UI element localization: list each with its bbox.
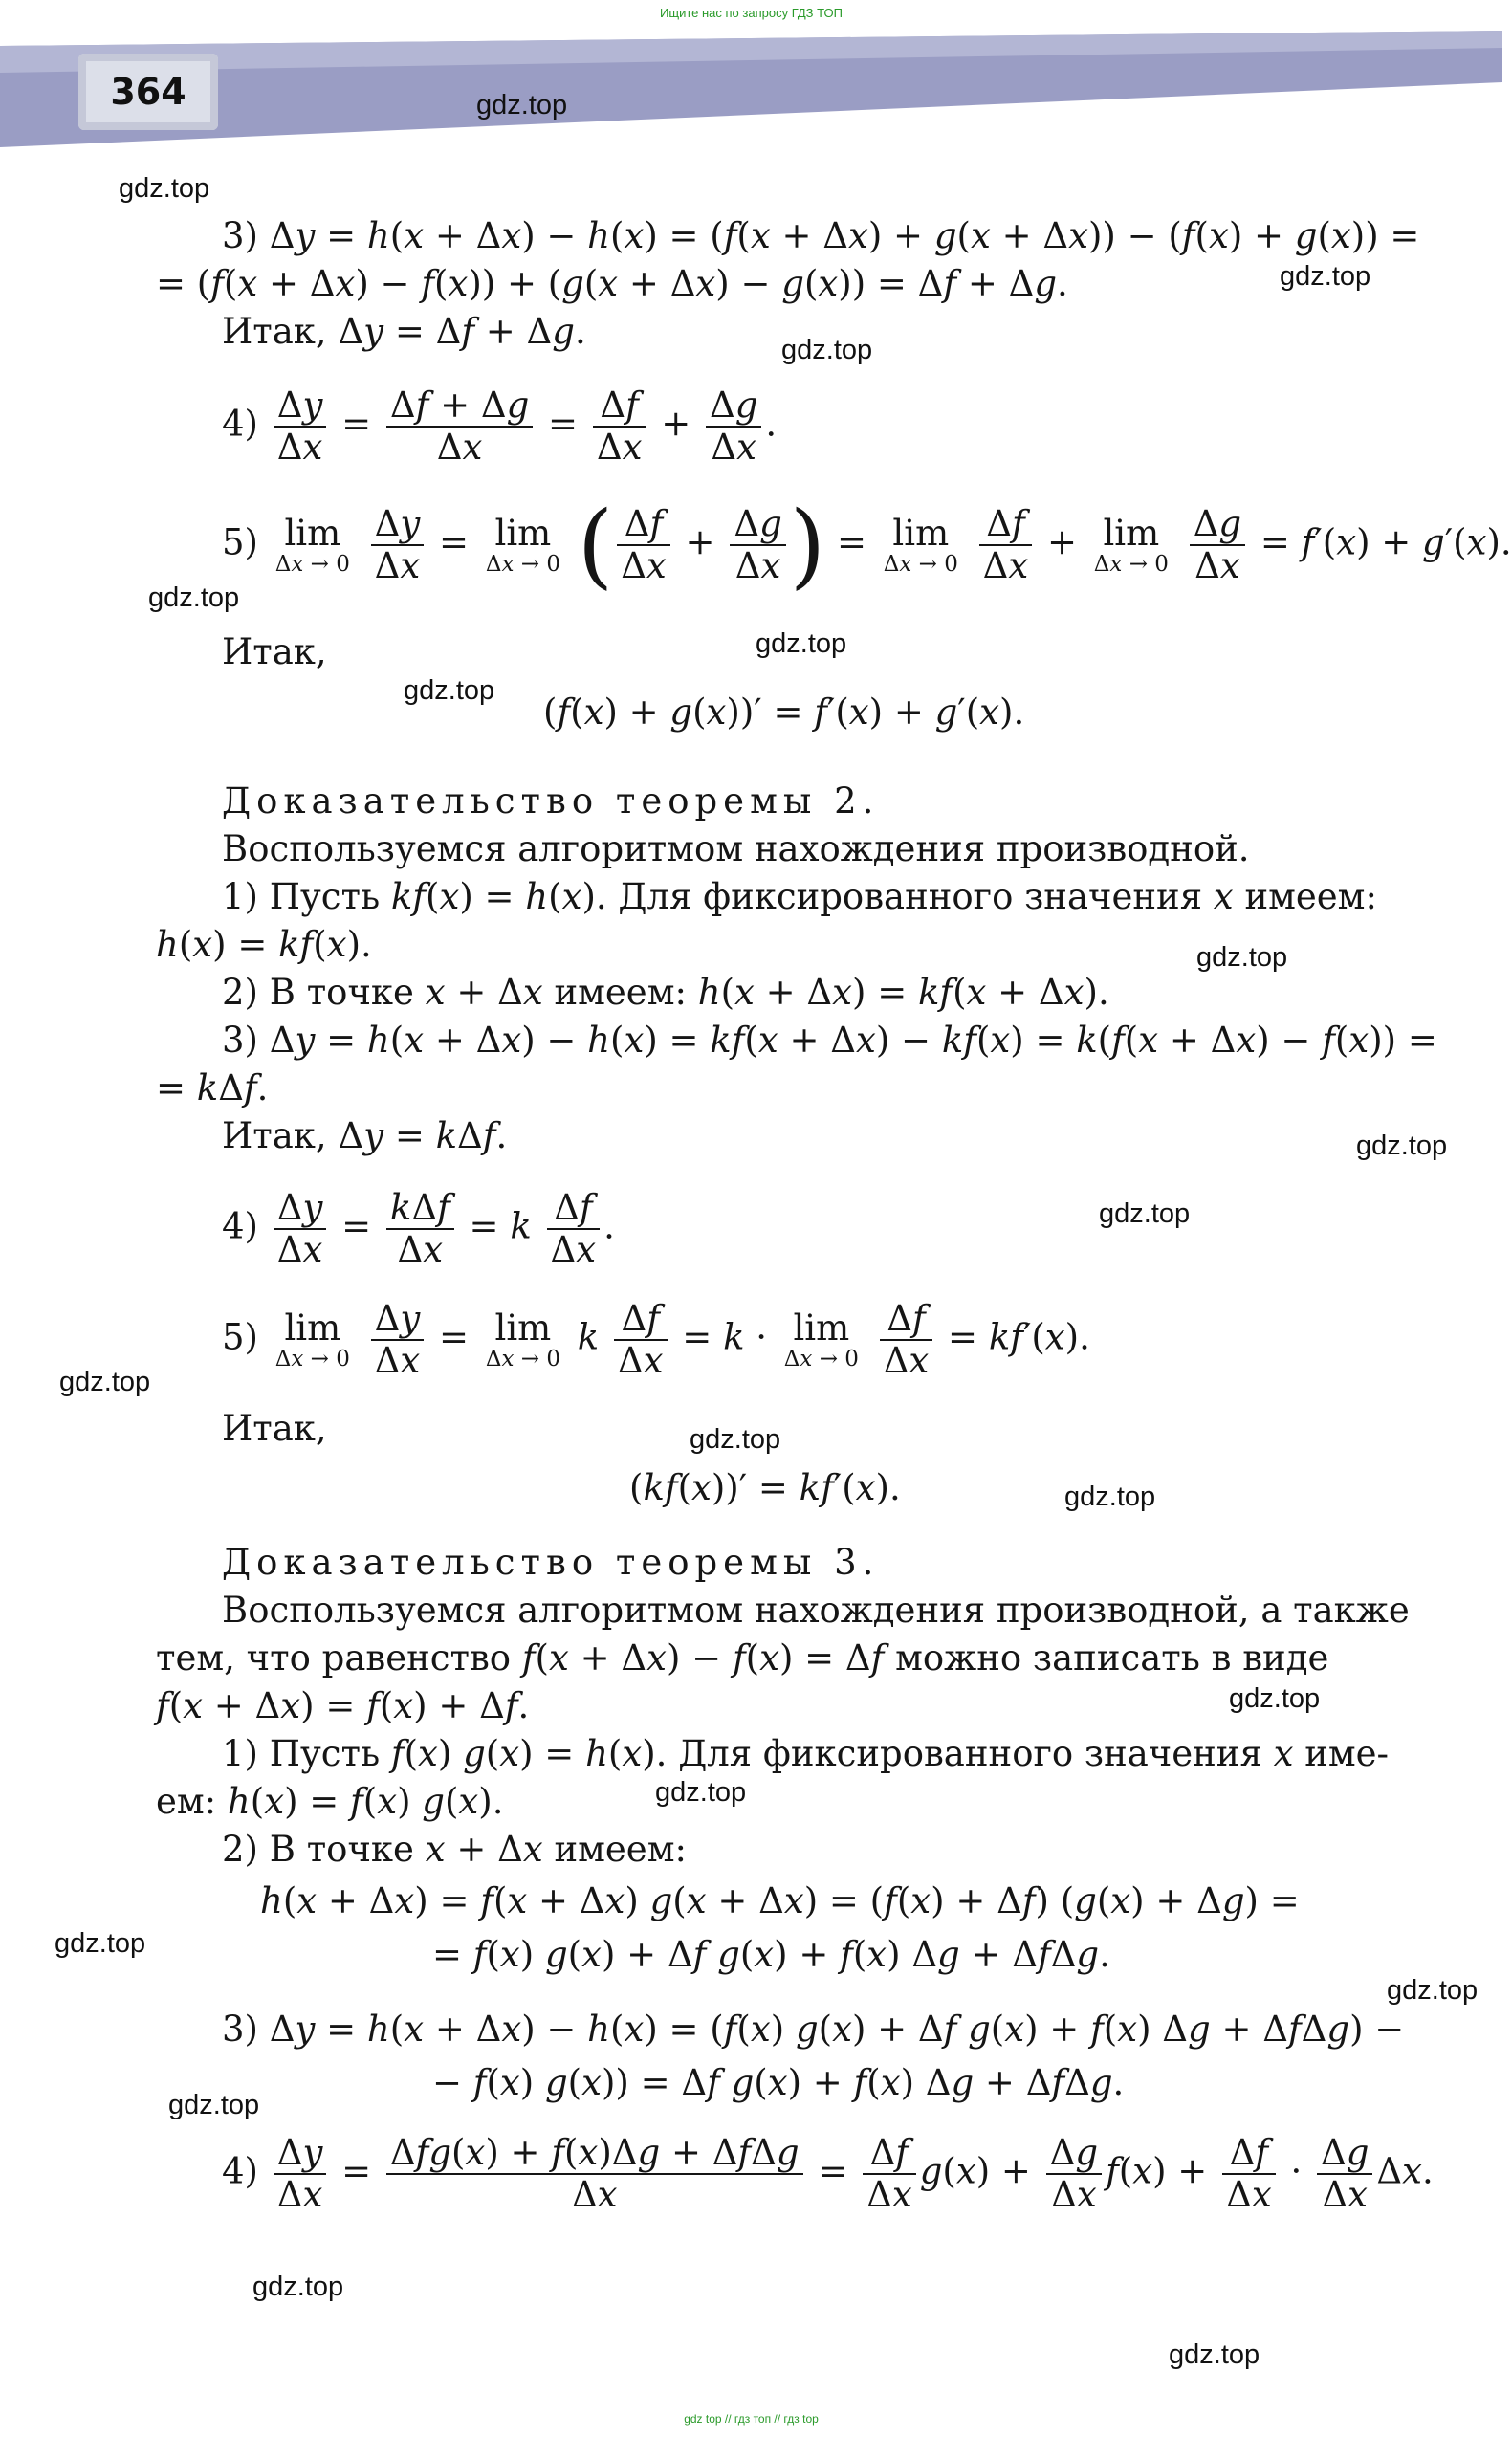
watermark: gdz.top: [1099, 1198, 1191, 1229]
fixed-value-label: Для фиксированного значения: [618, 876, 1203, 917]
step-4: 4) $\frac{\Delta y}{\Delta x}$ = $\frac{\Delta f + \Delta g}{\Delta x}$ = $\frac{\Delta f}{\Delta x}$ + $\frac{\Delta g}{\Delta x}$ .: [222, 384, 778, 468]
step-5: 5) lim Δx → 0 $\frac{\Delta y}{\Delta x}$ = lim Δx → 0 ( $\frac{\Delta f}{\Delta x}$ + $\frac{\Delta g}{\Delta x}$ ) = lim Δx → 0 $\frac{\Delta f}{\Delta x}$ + lim Δx → 0 $\frac{\Delta g}{\Delta x}$ = f′(x) + g′(x).: [222, 492, 1512, 599]
proof-2-step-2: 2) В точке x + Δx имеем: h(x + Δx) = kf(x + Δx).: [222, 972, 1109, 1013]
watermark: gdz.top: [59, 1367, 151, 1397]
watermark: gdz.top: [119, 173, 210, 204]
fixed-value-label: Для фиксированного значения: [678, 1733, 1262, 1774]
proof-3-step-3-cont: − f(x) g(x)) = Δf g(x) + f(x) Δg + ΔfΔg.: [432, 2062, 1125, 2103]
intro-text: тем, что равенство: [156, 1637, 512, 1679]
proof-3-step-2-formula-1: h(x + Δx) = f(x + Δx) g(x + Δx) = (f(x) + Δf) (g(x) + Δg) =: [260, 1880, 1300, 1921]
proof-3-step-4: 4) $\frac{\Delta y}{\Delta x}$ = Δfg(x) + f(x)Δg + ΔfΔg Δx = $\frac{\Delta f}{\Delta x}$ g(x) + $\frac{\Delta g}{\Delta x}$ f(x) + $\frac{\Delta f}{\Delta x}$ · $\frac{\Delta g}{\Delta x}$ Δx.: [222, 2132, 1434, 2215]
proof-3-intro-line-1: Воспользуемся алгоритмом нахождения производной, а также: [222, 1590, 1410, 1631]
we-have-label: имеем:: [554, 1829, 687, 1870]
proof-2-step-3-cont: = kΔf.: [156, 1067, 269, 1109]
itak-label: Итак,: [222, 631, 327, 672]
itak-label: Итак,: [222, 1115, 327, 1156]
proof-2-step-1-cont: h(x) = kf(x).: [156, 924, 372, 965]
watermark: gdz.top: [148, 582, 240, 613]
at-point-label: В точке: [269, 1829, 414, 1870]
proof-3-step-2-formula-2: = f(x) g(x) + Δf g(x) + f(x) Δg + ΔfΔg.: [432, 1934, 1110, 1975]
proof-3-step-3: 3) Δy = h(x + Δx) − h(x) = (f(x) g(x) + Δf g(x) + f(x) Δg + ΔfΔg) −: [222, 2009, 1405, 2050]
proof-2-intro: Воспользуемся алгоритмом нахождения производной.: [222, 828, 1250, 869]
proof-2-step-3-conclusion: Итак, Δy = kΔf.: [222, 1115, 508, 1156]
watermark: gdz.top: [1196, 942, 1288, 973]
watermark: gdz.top: [756, 628, 847, 659]
step-3-conclusion: Итак, Δy = Δf + Δg.: [222, 311, 586, 352]
constant-rule-formula: (kf(x))′ = kf′(x).: [629, 1467, 901, 1508]
proof-3-intro-line-3: f(x + Δx) = f(x) + Δf.: [156, 1685, 530, 1726]
watermark: gdz.top: [1169, 2339, 1260, 2370]
we-have-label: имеем:: [1244, 876, 1377, 917]
let-label: Пусть: [269, 876, 381, 917]
proof-3-intro-line-2: тем, что равенство f(x + Δx) − f(x) = Δf можно записать в виде: [156, 1637, 1329, 1679]
we-have-label: имеем:: [554, 972, 687, 1013]
watermark: gdz.top: [404, 675, 495, 706]
watermark: gdz.top: [690, 1424, 781, 1455]
watermark: gdz.top: [1387, 1975, 1479, 2006]
watermark: gdz.top: [781, 335, 873, 365]
proof-3-step-1: 1) Пусть f(x) g(x) = h(x). Для фиксированного значения x име-: [222, 1733, 1390, 1774]
proof-2-step-4: 4) $\frac{\Delta y}{\Delta x}$ = kΔf Δx = k $\frac{\Delta f}{\Delta x}$ .: [222, 1187, 615, 1270]
proof-3-step-1-cont: ем: h(x) = f(x) g(x).: [156, 1781, 504, 1822]
itak-label: Итак,: [222, 1408, 327, 1449]
let-label: Пусть: [269, 1733, 381, 1774]
proof-2-step-3: 3) Δy = h(x + Δx) − h(x) = kf(x + Δx) − kf(x) = k(f(x + Δx) − f(x)) =: [222, 1020, 1437, 1061]
we-have-label: ем:: [156, 1781, 217, 1822]
we-have-label: име-: [1304, 1733, 1390, 1774]
bottom-banner: gdz top // гдз топ // гдз top: [684, 2412, 819, 2426]
proof-2-step-5: 5) lim Δx → 0 $\frac{\Delta y}{\Delta x}$ = lim Δx → 0 k $\frac{\Delta f}{\Delta x}$ = k · lim Δx → 0 $\frac{\Delta f}{\Delta x}$ = kf′(x).: [222, 1298, 1090, 1381]
watermark: gdz.top: [1064, 1482, 1156, 1512]
header-band: [0, 27, 1502, 147]
page-number-tab: [78, 54, 218, 130]
step-3-line-1: 3) Δy = h(x + Δx) − h(x) = (f(x + Δx) + g(x + Δx)) − (f(x) + g(x)) =: [222, 215, 1420, 256]
proof-2-step-1: 1) Пусть kf(x) = h(x). Для фиксированного значения x имеем:: [222, 876, 1377, 917]
page-number: 364: [110, 71, 186, 113]
top-banner: Ищите нас по запросу ГДЗ ТОП: [660, 6, 843, 20]
proof-3-step-2: 2) В точке x + Δx имеем:: [222, 1829, 687, 1870]
itak-label: Итак,: [222, 311, 327, 352]
sum-rule-formula: (f(x) + g(x))′ = f′(x) + g′(x).: [543, 692, 1025, 733]
step-3-line-2: = (f(x + Δx) − f(x)) + (g(x + Δx) − g(x)) = Δf + Δg.: [156, 263, 1068, 304]
watermark: gdz.top: [476, 90, 568, 121]
watermark: gdz.top: [655, 1777, 747, 1808]
proof-3-title: Доказательство теоремы 3.: [222, 1542, 880, 1583]
watermark: gdz.top: [1356, 1131, 1448, 1161]
watermark: gdz.top: [1280, 261, 1371, 292]
proof-2-title: Доказательство теоремы 2.: [222, 780, 880, 822]
watermark: gdz.top: [1229, 1683, 1321, 1714]
watermark: gdz.top: [252, 2272, 344, 2302]
at-point-label: В точке: [269, 972, 414, 1013]
watermark: gdz.top: [168, 2090, 260, 2120]
watermark: gdz.top: [55, 1928, 146, 1959]
intro-text: можно записать в виде: [895, 1637, 1329, 1679]
